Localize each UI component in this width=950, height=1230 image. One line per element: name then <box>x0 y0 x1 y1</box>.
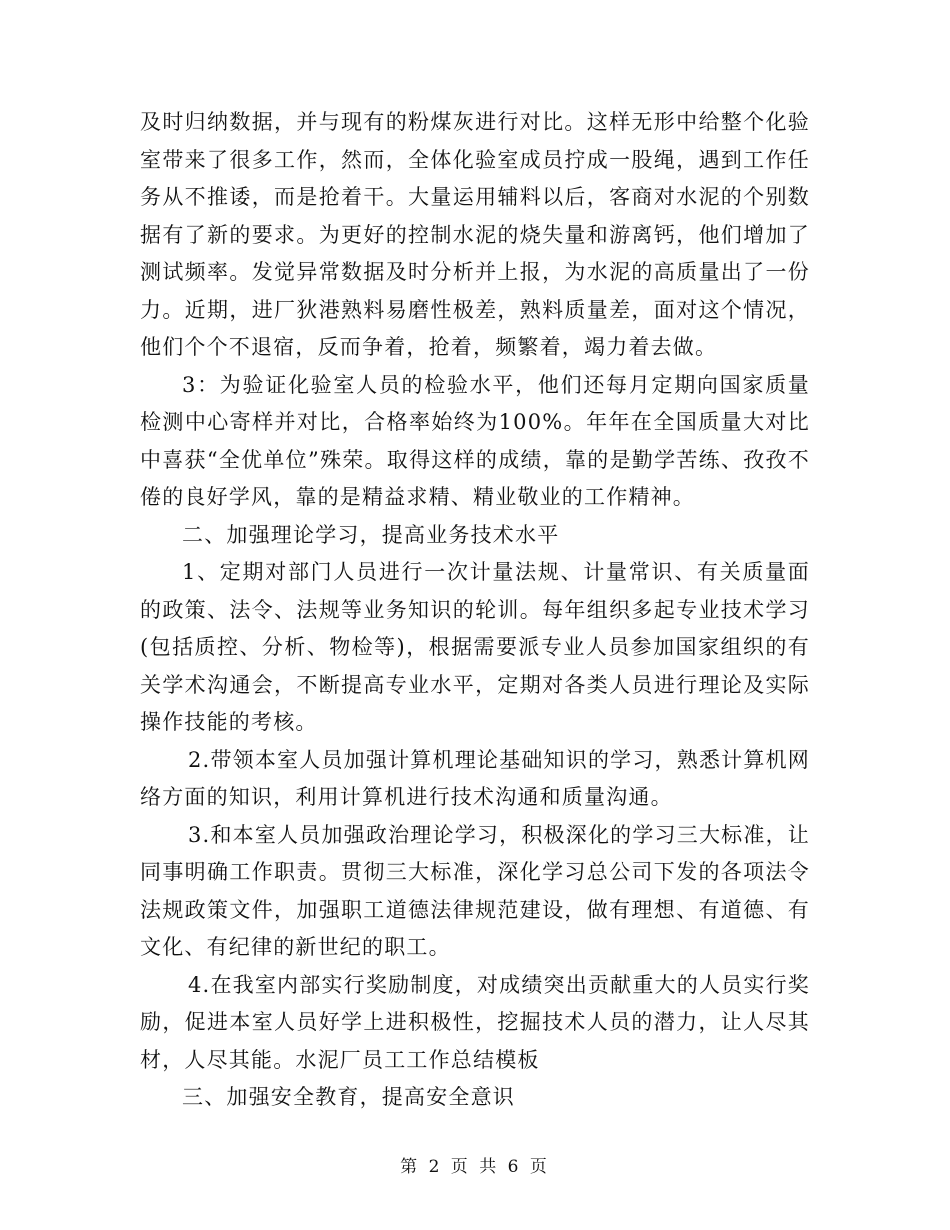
paragraph-continuation: 及时归纳数据，并与现有的粉煤灰进行对比。这样无形中给整个化验室带来了很多工作，然而，全体化验室成员拧成一股绳，遇到工作任务从不推诿，而是抢着干。大量运用辅料以后，客商对水泥的个别数据有了新的要求。为更好的控制水泥的烧失量和游离钙，他们增加了测试频率。发觉异常数据及时分析并上报，为水泥的高质量出了一份力。近期，进厂狄港熟料易磨性极差，熟料质量差，面对这个情况，他们个个不退宿，反而争着，抢着，频繁着，竭力着去做。 <box>140 110 810 359</box>
document-body <box>140 104 810 1117</box>
paragraph-item-3: 3：为验证化验室人员的检验水平，他们还每月定期向国家质量检测中心寄样并对比，合格率始终为100%。年年在全国质量大对比中喜获“全优单位”殊荣。取得这样的成绩，靠的是勤学苦练、孜孜不倦的良好学风，靠的是精益求精、精业敬业的工作精神。 <box>140 372 810 509</box>
paragraph-item-4: 4.在我室内部实行奖励制度，对成绩突出贡献重大的人员实行奖励，促进本室人员好学上进积极性，挖掘技术人员的潜力，让人尽其材，人尽其能。水泥厂员工工作总结模板 <box>140 972 810 1072</box>
paragraph-item-2: 2.带领本室人员加强计算机理论基础知识的学习，熟悉计算机网络方面的知识，利用计算机进行技术沟通和质量沟通。 <box>140 747 810 809</box>
paragraph-item-3b: 3.和本室人员加强政治理论学习，积极深化的学习三大标准，让同事明确工作职责。贯彻三大标准，深化学习总公司下发的各项法令法规政策文件，加强职工道德法律规范建设，做有理想、有道德、有文化、有纪律的新世纪的职工。 <box>140 822 810 959</box>
section-heading-3: 三、加强安全教育，提高安全意识 <box>182 1085 515 1109</box>
paragraph-item-1: 1、定期对部门人员进行一次计量法规、计量常识、有关质量面的政策、法令、法规等业务知识的轮训。每年组织多起专业技术学习(包括质控、分析、物检等)，根据需要派专业人员参加国家组织的有关学术沟通会，不断提高专业水平，定期对各类人员进行理论及实际操作技能的考核。 <box>140 560 810 734</box>
section-heading-2: 二、加强理论学习，提高业务技术水平 <box>182 522 560 547</box>
page-number-footer: 第 2 页 共 6 页 <box>400 1157 550 1177</box>
